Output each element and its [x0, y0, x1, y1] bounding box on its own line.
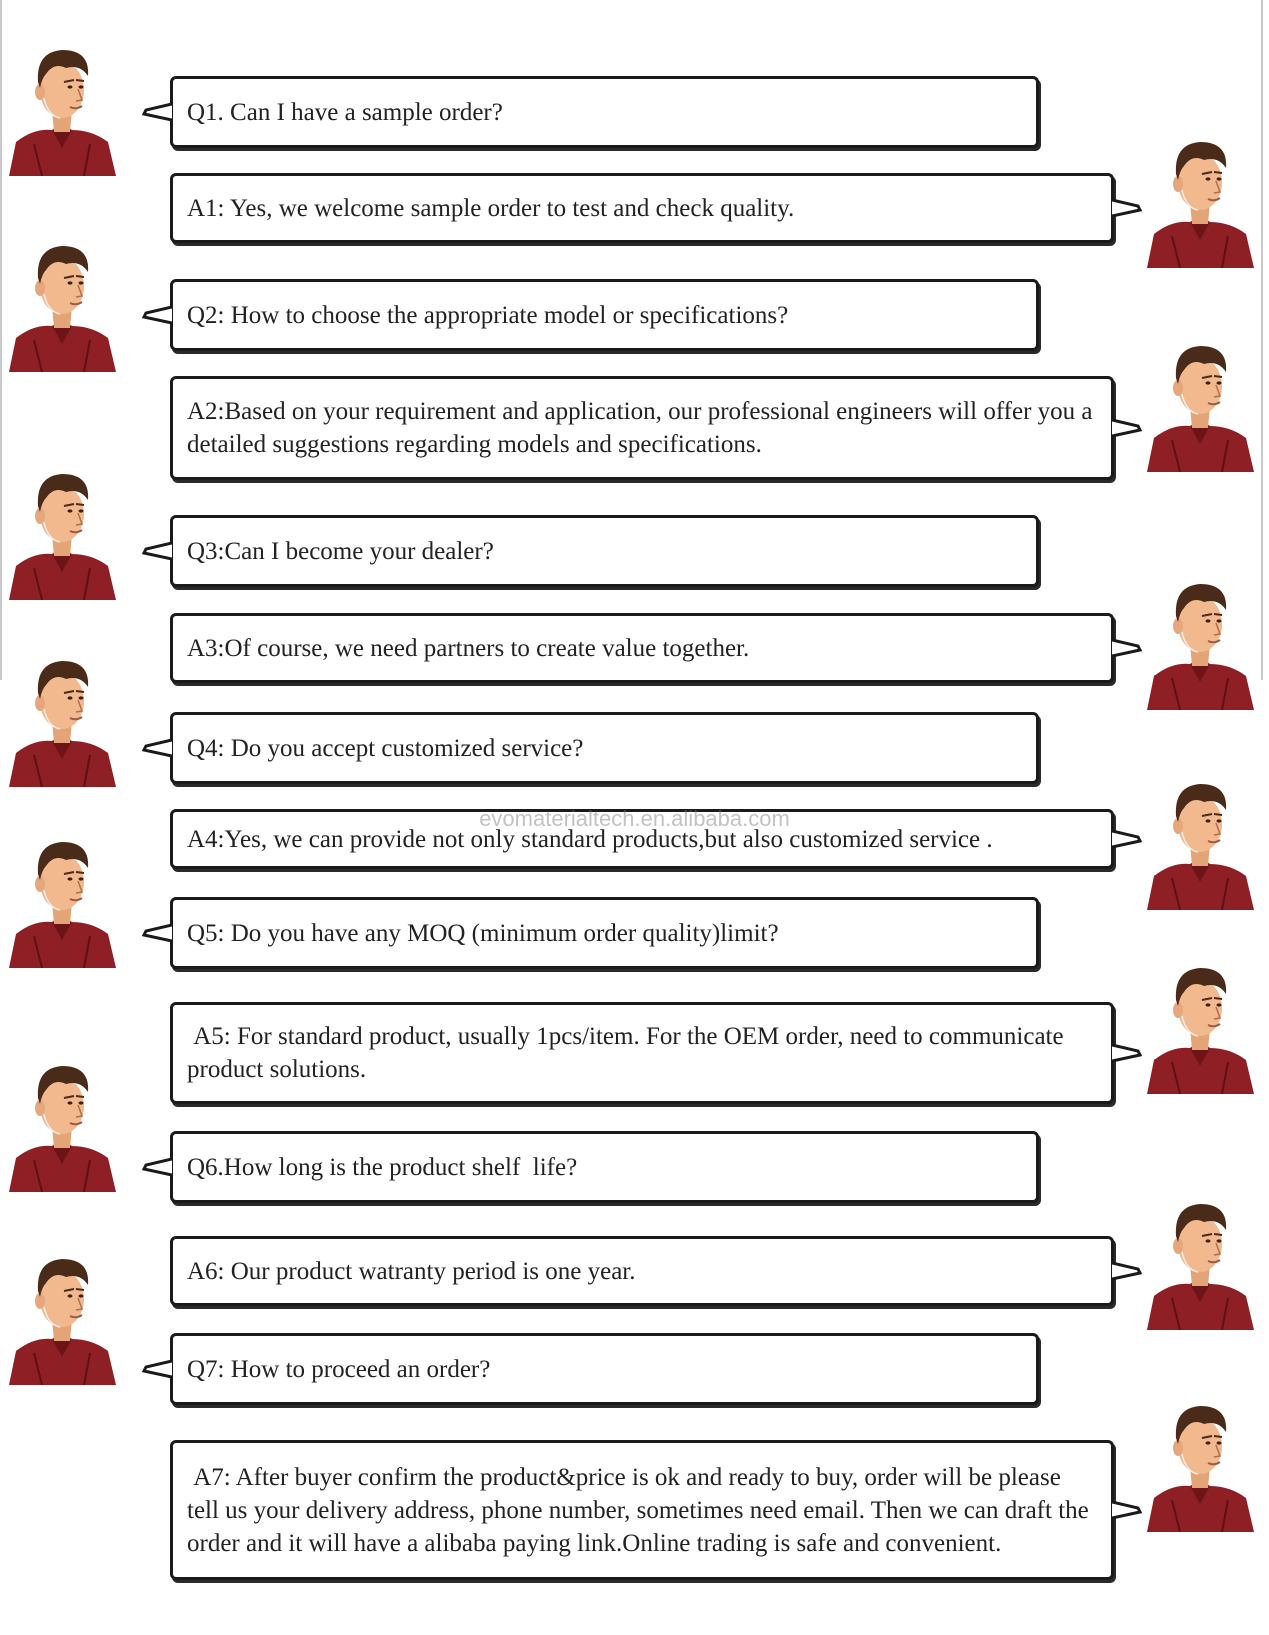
speech-tail-icon [142, 541, 172, 561]
answer-bubble-2 [170, 376, 1114, 480]
left-frame-line [0, 0, 2, 680]
question-bubble-1 [170, 76, 1039, 148]
question-bubble-2 [170, 279, 1039, 351]
man-avatar-icon [1142, 778, 1257, 910]
answer-bubble-1 [170, 173, 1114, 243]
speech-tail-icon [1112, 829, 1142, 849]
speech-tail-icon [1112, 638, 1142, 658]
question-text: Q2: How to choose the appropriate model or specifications? [187, 301, 789, 329]
man-avatar-icon [4, 240, 119, 372]
speech-tail-icon [142, 738, 172, 758]
man-avatar-icon [1142, 1400, 1257, 1532]
answer-text: A7: After buyer confirm the product&price is ok and ready to buy, order will be please tell us your delivery address, phone number, sometimes need email. Then we can draft the order and it will have a alibaba paying link.Online trading is safe and convenient. [187, 1463, 1095, 1557]
answer-bubble-4 [170, 809, 1114, 869]
answer-text: A4:Yes, we can provide not only standard products,but also customized service . [187, 825, 993, 853]
answer-bubble-6 [170, 1236, 1114, 1306]
watermark: evomaterialtech.en.alibaba.com [479, 806, 790, 831]
speech-tail-icon [142, 102, 172, 122]
man-avatar-icon [4, 655, 119, 787]
speech-tail-icon [1112, 1500, 1142, 1520]
man-avatar-icon [4, 836, 119, 968]
answer-text: A5: For standard product, usually 1pcs/item. For the OEM order, need to communicate product solutions. [187, 1023, 1070, 1083]
man-avatar-icon [1142, 1198, 1257, 1330]
question-text: Q5: Do you have any MOQ (minimum order quality)limit? [187, 919, 779, 947]
answer-text: A6: Our product watranty period is one year. [187, 1257, 636, 1285]
question-bubble-7 [170, 1333, 1039, 1405]
speech-tail-icon [142, 923, 172, 943]
speech-tail-icon [142, 305, 172, 325]
man-avatar-icon [4, 1060, 119, 1192]
man-avatar-icon [4, 468, 119, 600]
question-text: Q4: Do you accept customized service? [187, 734, 584, 762]
man-avatar-icon [1142, 136, 1257, 268]
answer-bubble-7 [170, 1440, 1114, 1580]
question-text: Q3:Can I become your dealer? [187, 537, 494, 565]
question-text: Q6.How long is the product shelf life? [187, 1153, 578, 1181]
speech-tail-icon [1112, 198, 1142, 218]
speech-tail-icon [142, 1157, 172, 1177]
question-text: Q1. Can I have a sample order? [187, 98, 503, 126]
man-avatar-icon [1142, 578, 1257, 710]
question-bubble-3 [170, 515, 1039, 587]
speech-tail-icon [142, 1359, 172, 1379]
question-bubble-4 [170, 712, 1039, 784]
man-avatar-icon [4, 44, 119, 176]
speech-tail-icon [1112, 418, 1142, 438]
speech-tail-icon [1112, 1261, 1142, 1281]
right-frame-line [1261, 0, 1263, 680]
answer-text: A1: Yes, we welcome sample order to test and check quality. [187, 194, 795, 222]
question-bubble-6 [170, 1131, 1039, 1203]
man-avatar-icon [1142, 962, 1257, 1094]
answer-text: A2:Based on your requirement and application, our professional engineers will offer you a detailed suggestions regarding models and specifications. [187, 398, 1099, 458]
speech-tail-icon [1112, 1043, 1142, 1063]
answer-bubble-5 [170, 1002, 1114, 1104]
question-bubble-5 [170, 897, 1039, 969]
answer-text: A3:Of course, we need partners to create value together. [187, 634, 750, 662]
question-text: Q7: How to proceed an order? [187, 1355, 491, 1383]
man-avatar-icon [1142, 340, 1257, 472]
answer-bubble-3 [170, 613, 1114, 683]
man-avatar-icon [4, 1253, 119, 1385]
